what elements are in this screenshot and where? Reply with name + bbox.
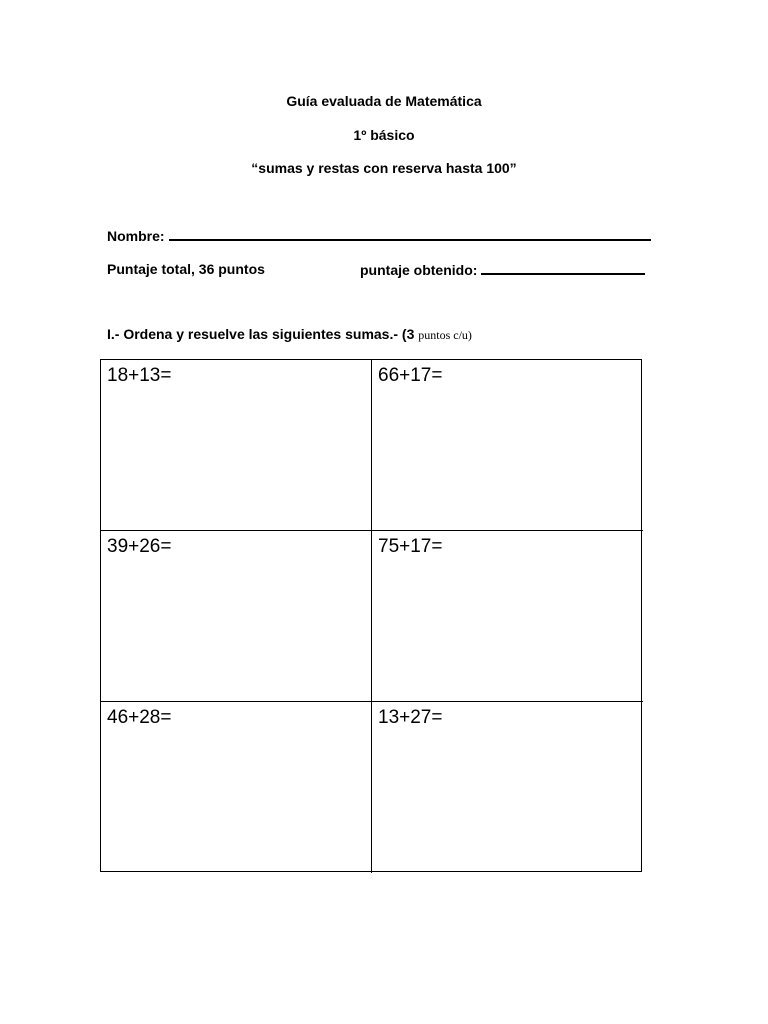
- problem-cell[interactable]: 75+17=: [372, 531, 643, 702]
- problem-cell[interactable]: 39+26=: [101, 531, 372, 702]
- obtained-score-blank-line[interactable]: [481, 261, 645, 275]
- document-title: Guía evaluada de Matemática: [286, 93, 482, 109]
- obtained-score-label: puntaje obtenido:: [360, 262, 478, 278]
- name-label: Nombre:: [107, 228, 165, 244]
- grade-level: 1º básico: [353, 127, 415, 143]
- instruction-points-note: puntos c/u): [418, 328, 472, 342]
- name-blank-line[interactable]: [169, 227, 651, 241]
- instruction-line: [107, 326, 472, 343]
- name-field-row: [107, 227, 651, 244]
- obtained-score-row: [360, 261, 645, 278]
- problem-cell[interactable]: 66+17=: [372, 360, 643, 531]
- topic-subtitle: “sumas y restas con reserva hasta 100”: [251, 160, 517, 176]
- problems-grid: [100, 359, 642, 872]
- total-score-text: Puntaje total, 36 puntos: [107, 261, 265, 277]
- instruction-text: I.- Ordena y resuelve las siguientes sumas.- (3: [107, 326, 415, 342]
- problem-cell[interactable]: 18+13=: [101, 360, 372, 531]
- problem-cell[interactable]: 13+27=: [378, 707, 443, 728]
- problem-cell[interactable]: 46+28=: [101, 702, 372, 873]
